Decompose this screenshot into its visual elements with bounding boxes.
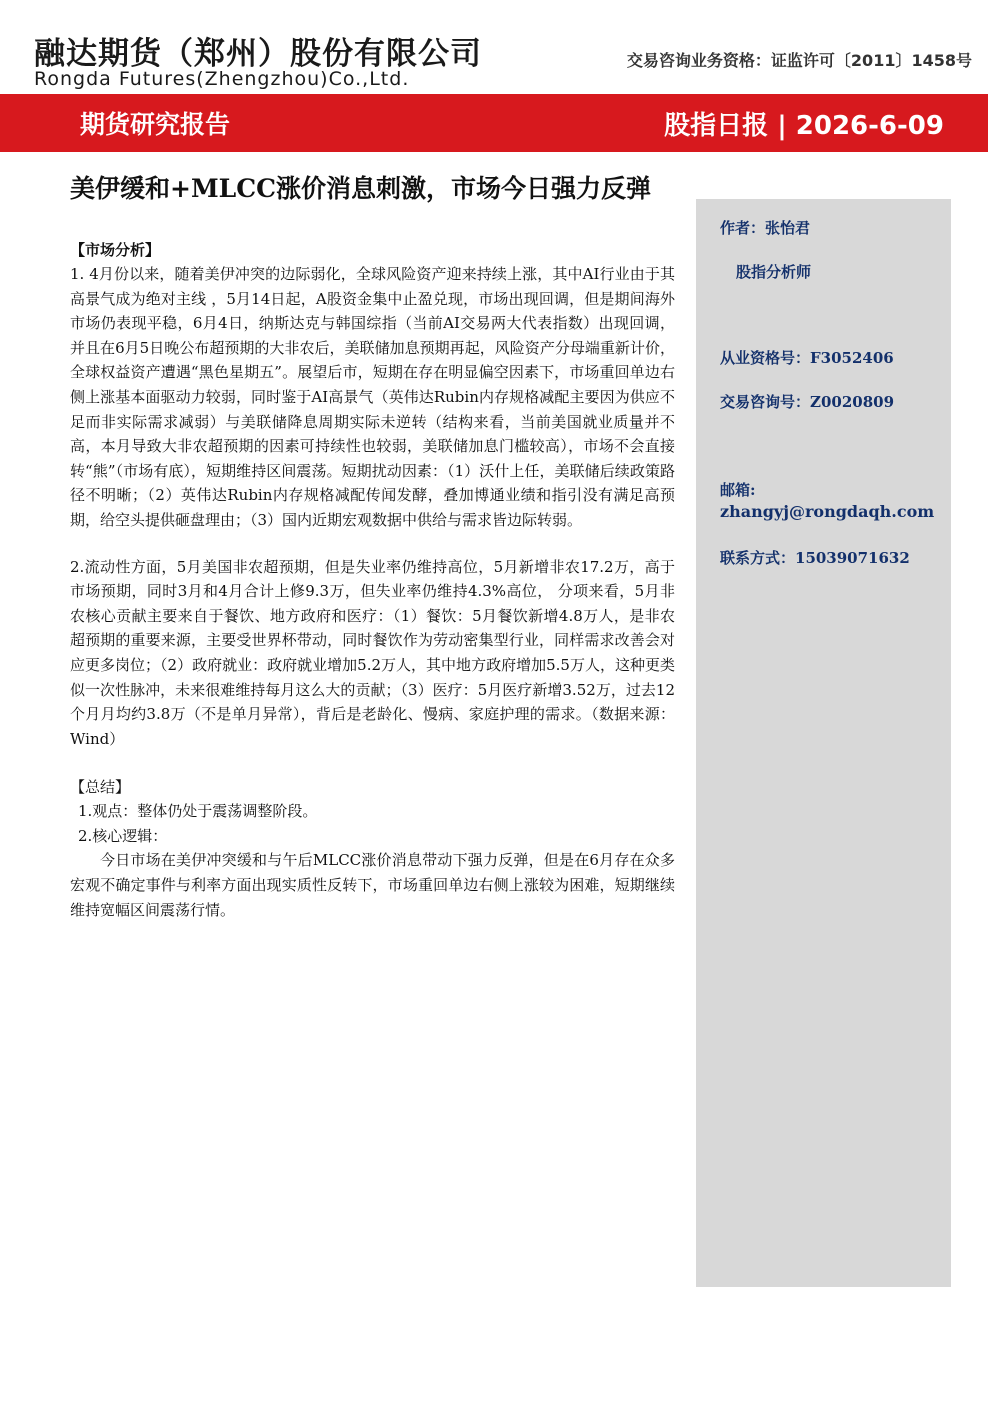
report-title: 美伊缓和+MLCC涨价消息刺激，市场今日强力反弹 [70, 174, 651, 203]
consult-number: 交易咨询号：Z0020809 [720, 393, 895, 411]
summary-text: 今日市场在美伊冲突缓和与午后MLCC涨价消息带动下强力反弹，但是在6月存在众多宏观不确定事件与利率方面出现实质性反转下，市场重回单边右侧上涨较为困难，短期继续维持宽幅区间震荡行情。 [70, 851, 675, 919]
banner-report-type: 期货研究报告 [80, 110, 231, 139]
report-banner [0, 94, 988, 152]
contact-phone: 联系方式：15039071632 [720, 549, 910, 567]
company-name-cn: 融达期货（郑州）股份有限公司 [34, 36, 482, 72]
section-heading-market-analysis: 【市场分析】 [70, 241, 161, 259]
section-heading-summary: 【总结】 [70, 778, 131, 797]
email-label: 邮箱: [720, 481, 756, 499]
paragraph-market-analysis: 1. 4月份以来，随着美伊冲突的边际弱化，全球风险资产迎来持续上涨，其中AI行业由于其高景气成为绝对主线 ，5月14日起，A股资金集中止盈兑现，市场出现回调，但是期间海外市场仍表现平稳，6月4日，纳斯达克与韩国综指（当前AI交易两大代表指数）出现回调，并且在6月5日晚公布超预期的大非农后，美联储加息预期再起，风险资产分母端重新计价，全球权益资产遭遇“黑色星期五”。展望后市，短期在存在明显偏空因素下，市场重回单边右侧上涨基本面驱动力较弱，同时鉴于AI高景气（英伟达Rubin内存规格减配主要因为供应不足而非实际需求减弱）与美联储降息周期实际未逆转（结构来看，当前美国就业质量并不高，本月导致大非农超预期的因素可持续性也较弱，美联储加息门槛较高），市场不会直接转“熊”（市场有底），短期维持区间震荡。短期扰动因素：（1）沃什上任，美联储后续政策路径不明晰；（2）英伟达Rubin内存规格减配传闻发酵，叠加博通业绩和指引没有满足高预期，给空头提供砸盘理由；（3）国内近期宏观数据中供给与需求皆边际转弱。 [70, 265, 675, 529]
paragraph-spacer [70, 533, 675, 555]
qualification-number: 从业资格号：F3052406 [720, 349, 894, 367]
summary-core-logic: 2.核心逻辑： [78, 826, 168, 845]
company-name-en: Rongda Futures(Zhengzhou)Co.,Ltd. [34, 68, 410, 90]
main-content [70, 168, 675, 922]
email-address[interactable]: zhangyj@rongdaqh.com [720, 502, 935, 521]
author-name: 作者：张怡君 [720, 219, 811, 237]
author-sidebar [696, 199, 951, 1287]
license-info: 交易咨询业务资格：证监许可〔2011〕1458号 [626, 51, 972, 70]
paragraph-liquidity: 2.流动性方面，5月美国非农超预期，但是失业率仍维持高位，5月新增非农17.2万，高于市场预期，同时3月和4月合计上修9.3万，但失业率仍维持4.3%高位， 分项来看，5月非农核心贡献主要来自于餐饮、地方政府和医疗：（1）餐饮：5月餐饮新增4.8万人，是非农超预期的重要来源，主要受世界杯带动，同时餐饮作为劳动密集型行业，同样需求改善会对应更多岗位；（2）政府就业：政府就业增加5.2万人，其中地方政府增加5.5万人，这种更类似一次性脉冲，未来很难维持每月这么大的贡献；（3）医疗：5月医疗新增3.52万，过去12个月月均约3.8万（不是单月异常），背后是老龄化、慢病、家庭护理的需求。（数据来源：Wind） [70, 557, 675, 748]
author-role: 股指分析师 [736, 263, 812, 281]
summary-viewpoint: 1.观点：整体仍处于震荡调整阶段。 [78, 802, 318, 821]
banner-report-date: 股指日报 | 2026-6-09 [664, 111, 944, 141]
